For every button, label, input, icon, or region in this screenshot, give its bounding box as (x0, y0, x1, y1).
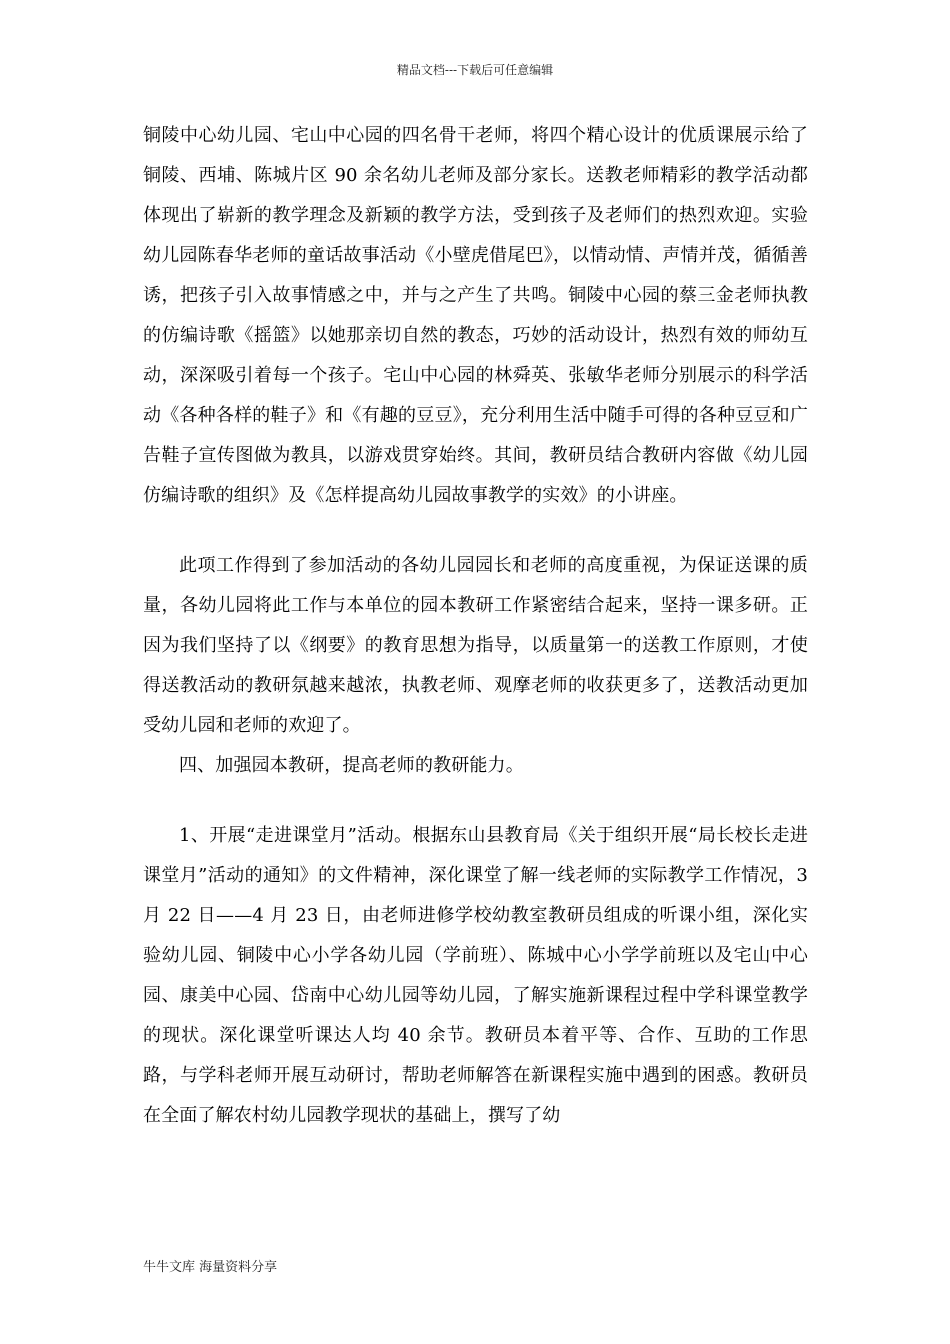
page-footer: 牛牛文库 海量资料分享 (143, 1260, 278, 1275)
paragraph-3: 1、开展“走进课堂月”活动。根据东山县教育局《关于组织开展“局长校长走进课堂月”活动的通知》的文件精神，深化课堂了解一线老师的实际教学工作情况，3 月 22 日——4 月 23 日，由老师进修学校幼教室教研员组成的听课小组，深化实验幼儿园、铜陵中心小学各幼儿园（学前班）、陈城中心小学学前班以及宅山中心园、康美中心园、岱南中心幼儿园等幼儿园，了解实施新课程过程中学科课堂教学的现状。深化课堂听课达人均 40 余节。教研员本着平等、合作、互助的工作思路，与学科老师开展互动研讨，帮助老师解答在新课程实施中遇到的困惑。教研员在全面了解农村幼儿园教学现状的基础上，撰写了幼 (143, 825, 808, 1126)
paragraph-spacer (143, 786, 808, 816)
section-heading: 四、加强园本教研，提高老师的教研能力。 (179, 755, 524, 776)
paragraph-1: 铜陵中心幼儿园、宅山中心园的四名骨干老师，将四个精心设计的优质课展示给了铜陵、西埔、陈城片区 90 余名幼儿老师及部分家长。送教老师精彩的教学活动都体现出了崭新的教学理念及新颖的教学方法，受到孩子及老师们的热烈欢迎。实验幼儿园陈春华老师的童话故事活动《小壁虎借尾巴》，以情动情、声情并茂，循循善诱，把孩子引入故事情感之中，并与之产生了共鸣。铜陵中心园的蔡三金老师执教的仿编诗歌《摇篮》以她那亲切自然的教态，巧妙的活动设计，热烈有效的师幼互动，深深吸引着每一个孩子。宅山中心园的林舜英、张敏华老师分别展示的科学活动《各种各样的鞋子》和《有趣的豆豆》，充分利用生活中随手可得的各种豆豆和广告鞋子宣传图做为教具，以游戏贯穿始终。其间，教研员结合教研内容做《幼儿园仿编诗歌的组织》及《怎样提高幼儿园故事教学的实效》的小讲座。 (143, 125, 808, 506)
document-body (143, 116, 808, 1136)
paragraph-2: 此项工作得到了参加活动的各幼儿园园长和老师的高度重视，为保证送课的质量，各幼儿园将此工作与本单位的园本教研工作紧密结合起来，坚持一课多研。正因为我们坚持了以《纲要》的教育思想为指导，以质量第一的送教工作原则，才使得送教活动的教研氛越来越浓，执教老师、观摩老师的收获更多了，送教活动更加受幼儿园和老师的欢迎了。 (143, 555, 808, 736)
page-header: 精品文档---下载后可任意编辑 (396, 63, 554, 77)
paragraph-spacer (143, 516, 808, 546)
